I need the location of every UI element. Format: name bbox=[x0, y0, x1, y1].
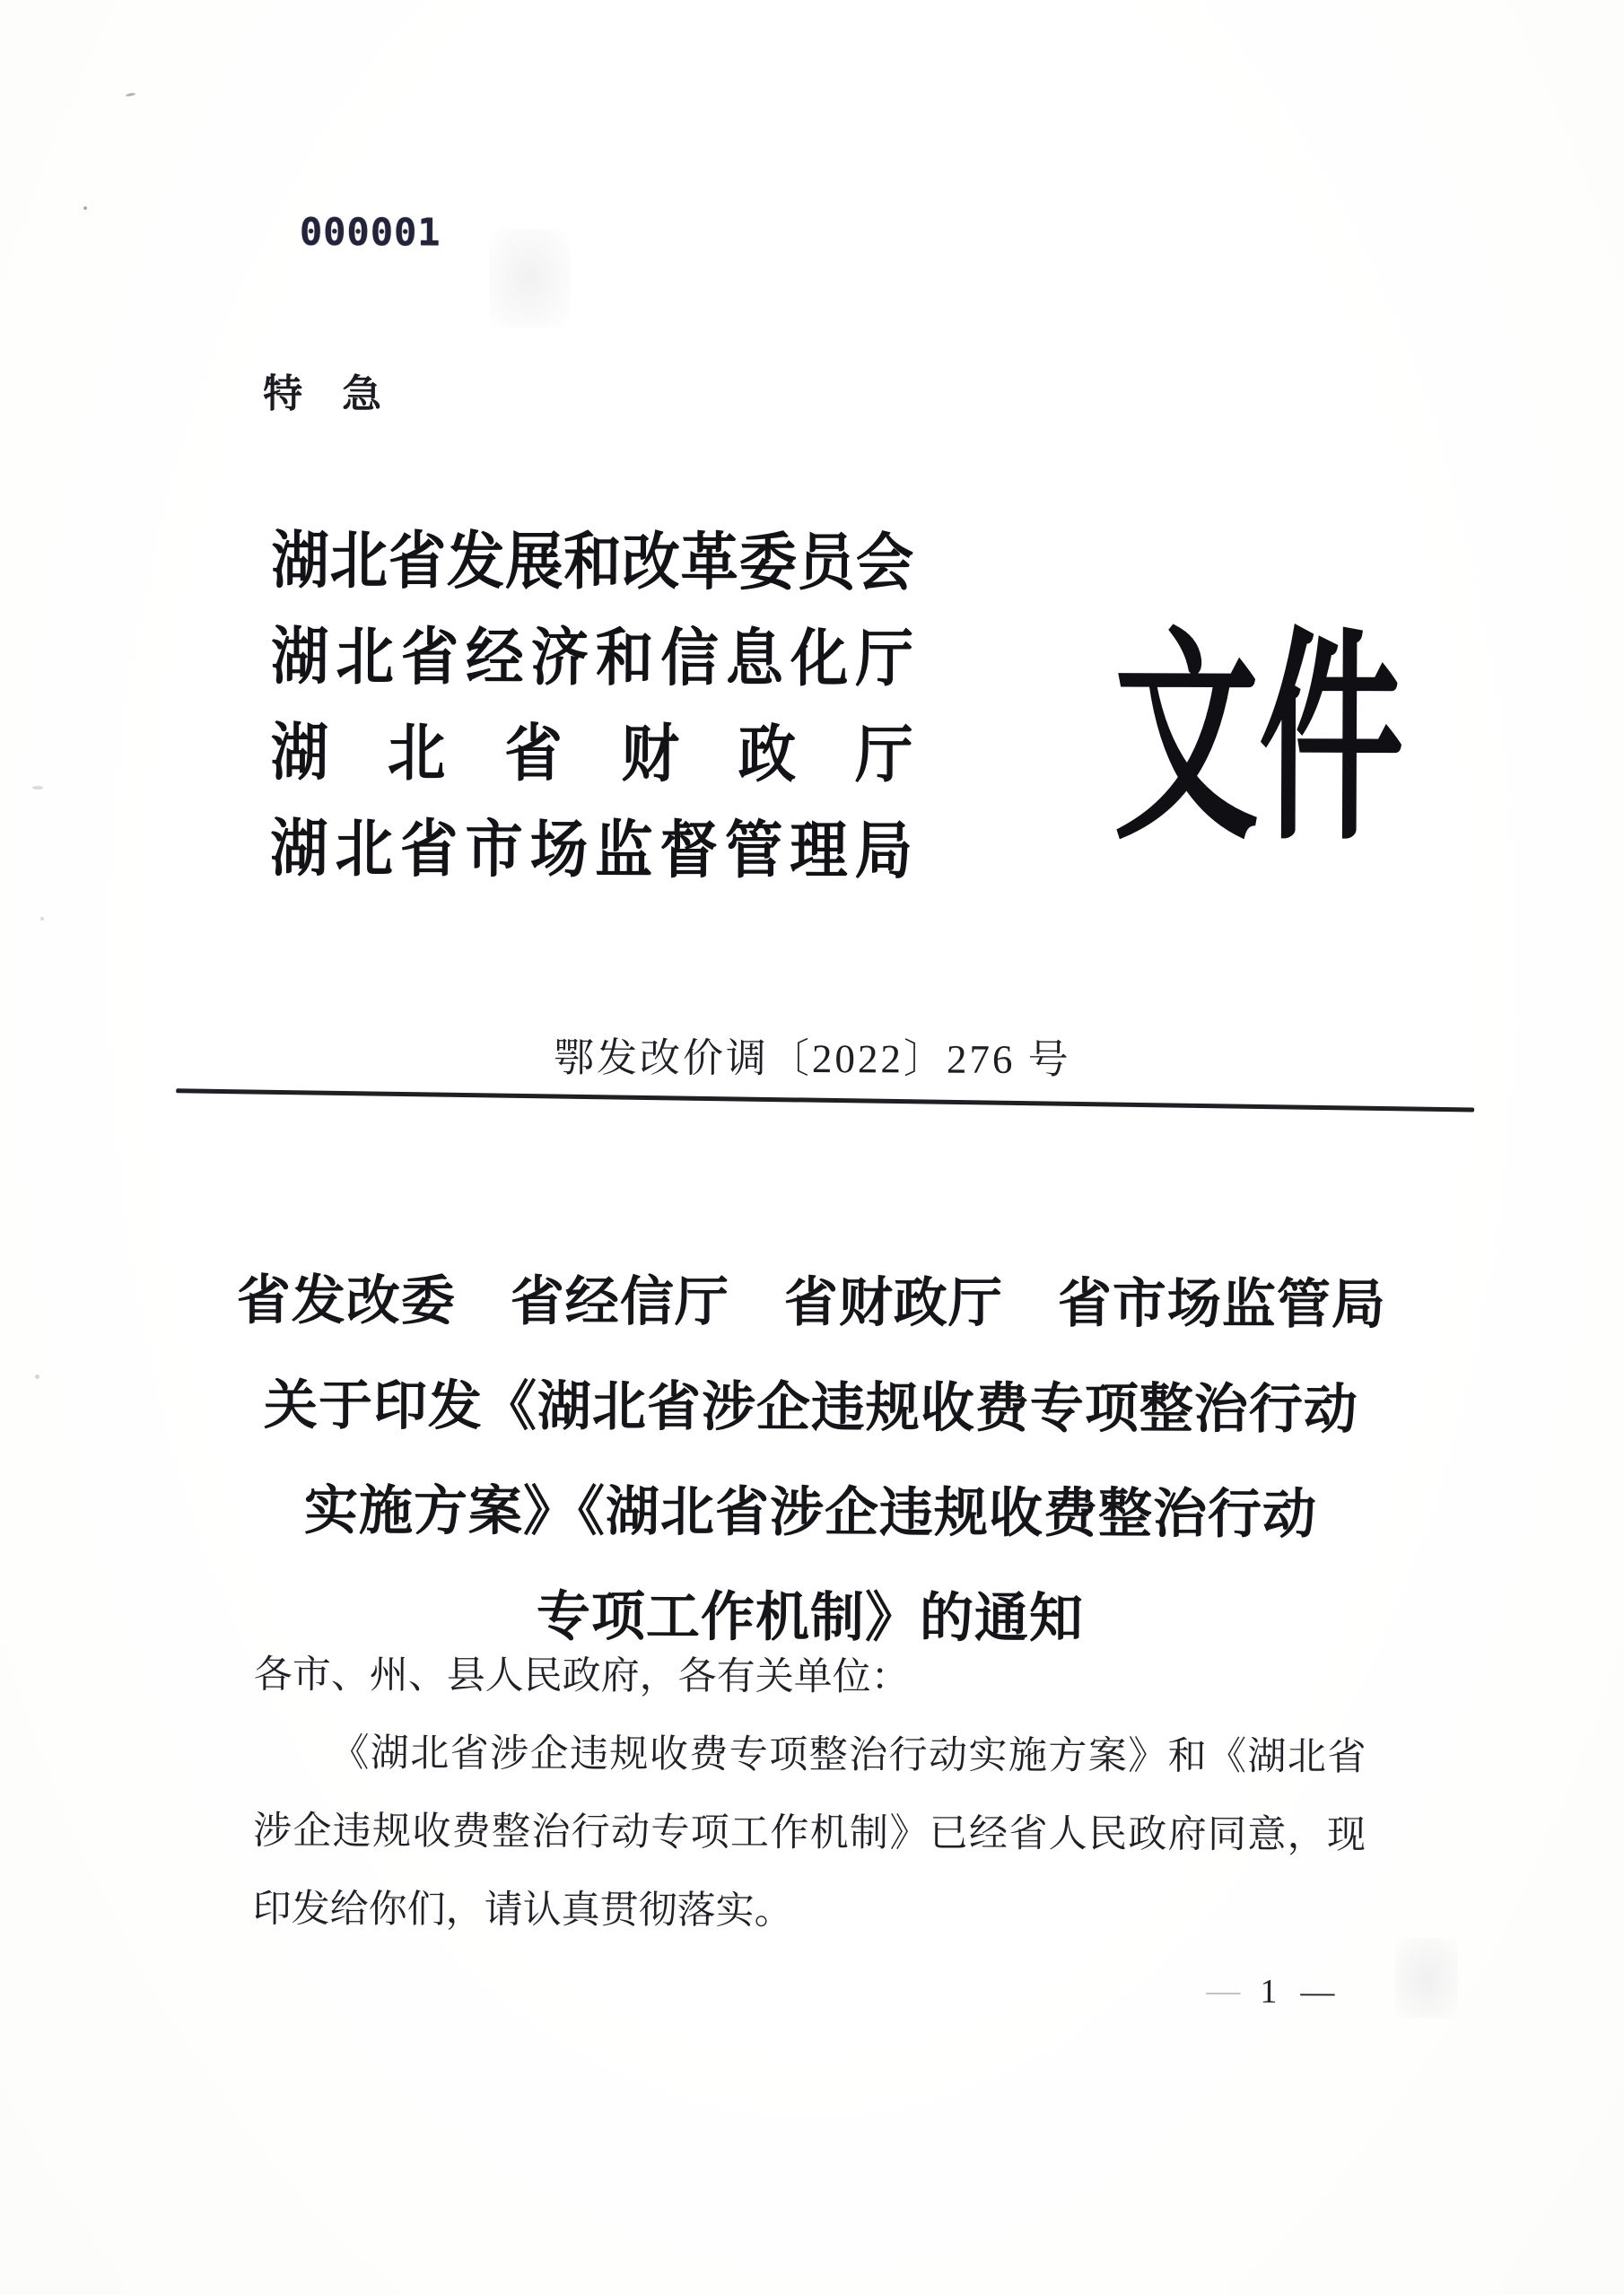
footer-dash-right: — bbox=[1300, 1973, 1335, 2011]
scan-artifact bbox=[489, 229, 570, 327]
paragraph-line: 印发给你们，请认真贯彻落实。 bbox=[252, 1888, 793, 1933]
letterhead-divider-line bbox=[176, 1088, 1474, 1112]
title-line: 专项工作机制》的通知 bbox=[536, 1586, 1085, 1649]
document-body bbox=[253, 1636, 1366, 1953]
letterhead-document-word: 文件 bbox=[1113, 615, 1404, 868]
urgency-label: 特 急 bbox=[263, 371, 382, 417]
salutation-line: 各市、州、县人民政府，各有关单位： bbox=[253, 1654, 910, 1699]
agency-name-line: 湖北省财政厅 bbox=[270, 719, 913, 791]
page-footer bbox=[1206, 1972, 1334, 2012]
scan-artifact bbox=[32, 786, 43, 790]
reference-number: 鄂发改价调〔2022〕276 号 bbox=[553, 1034, 1071, 1083]
title-line: 省发改委 省经信厅 省财政厅 省市场监管局 bbox=[236, 1270, 1386, 1335]
scan-artifact bbox=[35, 1374, 39, 1379]
footer-dash-left: — bbox=[1206, 1977, 1237, 2005]
document-title bbox=[128, 1248, 1494, 1673]
serial-number-stamp: 000001 bbox=[299, 209, 441, 255]
scan-artifact bbox=[40, 917, 44, 921]
scan-artifact bbox=[83, 206, 87, 210]
paragraph-line: 《湖北省涉企违规收费专项整治行动实施方案》和《湖北省 bbox=[330, 1732, 1366, 1779]
footer-page-number: 1 bbox=[1260, 1972, 1278, 2011]
agency-name-line: 湖北省市场监督管理局 bbox=[270, 815, 913, 887]
agency-name-line: 湖北省经济和信息化厅 bbox=[270, 623, 913, 695]
agency-name-line: 湖北省发展和改革委员会 bbox=[271, 527, 914, 599]
letterhead-agencies bbox=[270, 514, 913, 901]
title-line: 关于印发《湖北省涉企违规收费专项整治行动 bbox=[263, 1375, 1359, 1440]
title-line: 实施方案》《湖北省涉企违规收费整治行动 bbox=[303, 1480, 1318, 1545]
paragraph-line: 涉企违规收费整治行动专项工作机制》已经省人民政府同意，现 bbox=[252, 1810, 1366, 1857]
scan-artifact bbox=[1395, 1938, 1458, 2019]
